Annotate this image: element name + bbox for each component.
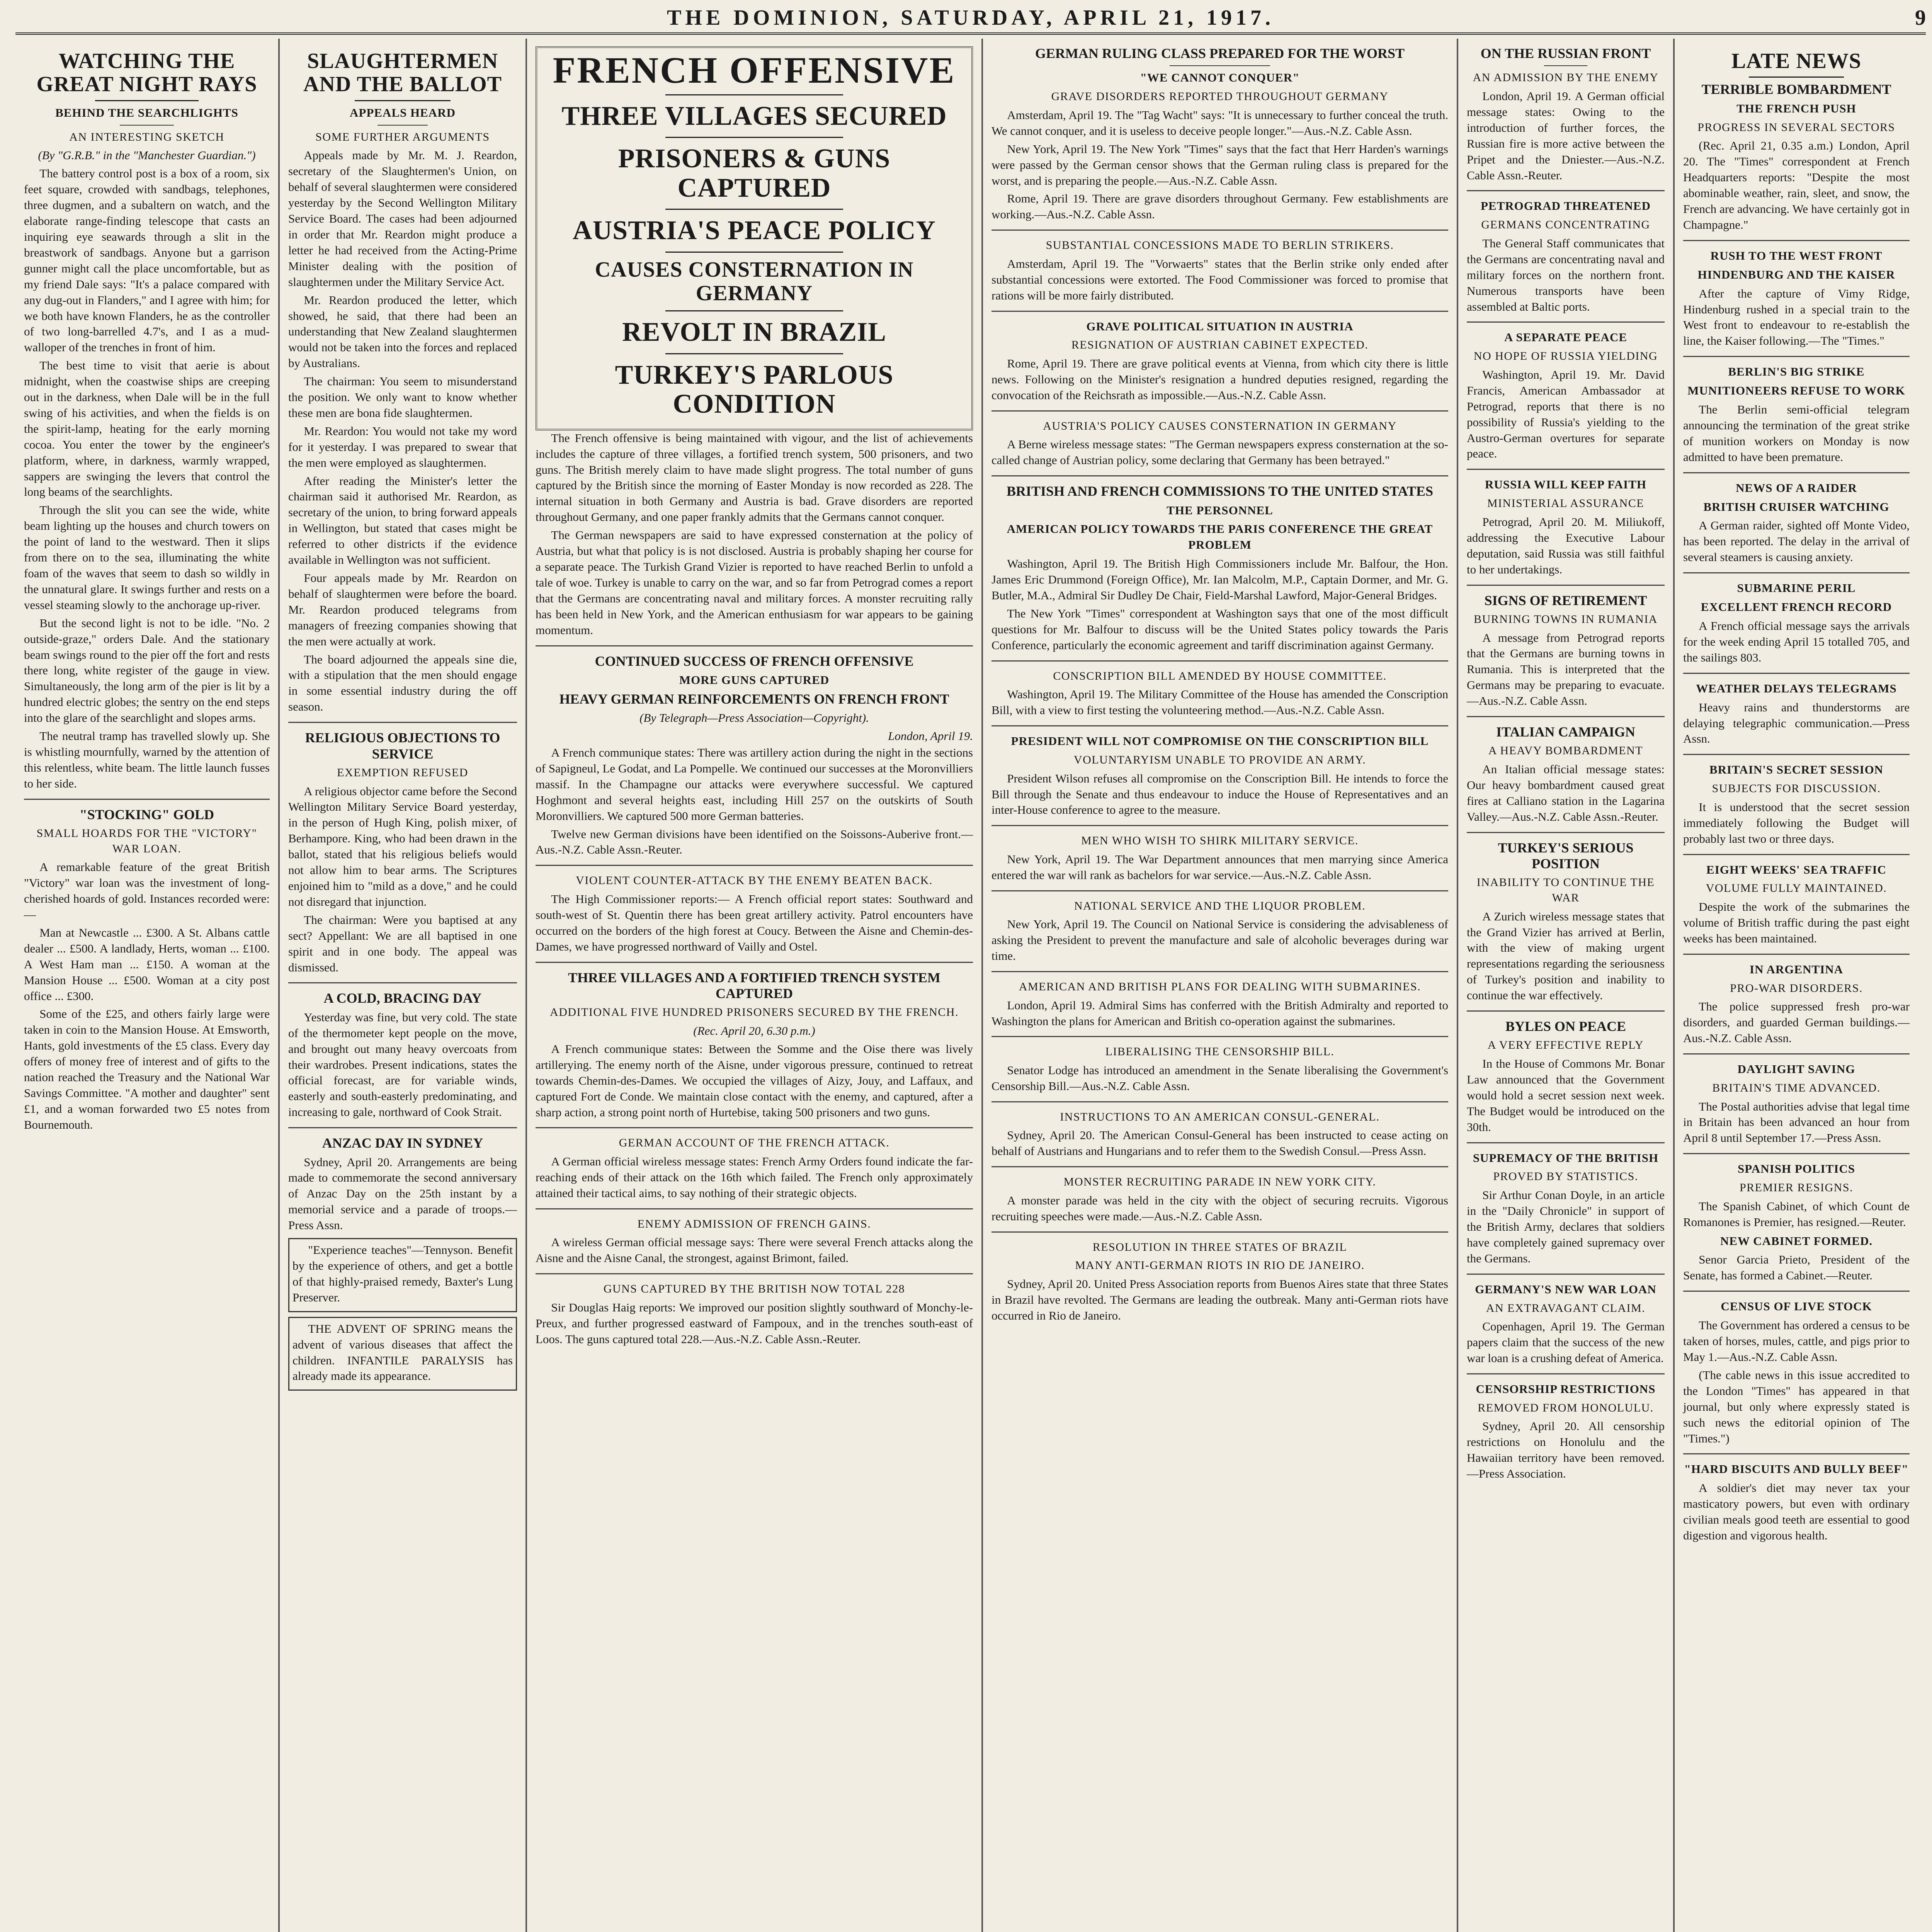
paragraph: President Wilson refuses all compromise on the Conscription Bill. He intends to force the Bill through the Senate and thus endeavour to induce the House of Representatives and an inter-House conference to agree to the measure. [992,771,1448,817]
paragraph: New York, April 19. The New York "Times" says that the fact that Herr Harden's warnings were passed by the German censor shows that the German ruling class is prepared for the worst, and is preparing the people.—Aus.-N.Z. Cable Assn. [992,142,1448,187]
paragraph: It is understood that the secret session immediately following the Budget will probably last two or three days. [1683,800,1910,845]
divider [1467,832,1665,833]
divider [665,252,843,253]
subheading: INABILITY TO CONTINUE THE WAR [1476,876,1655,905]
paragraph: Sir Arthur Conan Doyle, in an article in the "Daily Chronicle" in support of the British Army, declares that soldiers have completely gained supremacy over the Germans. [1467,1188,1665,1265]
headline: REVOLT IN BRAZIL [622,317,886,347]
divider [536,645,973,646]
divider [992,311,1448,312]
divider [288,1127,517,1128]
headline: A COLD, BRACING DAY [323,990,482,1006]
paragraph: Mr. Reardon: You would not take my word for it yesterday. I was prepared to swear that the men were employed as slaughtermen. [288,424,517,469]
masthead [15,5,1926,35]
paragraph: (Rec. April 21, 0.35 a.m.) London, April 20. The "Times" correspondent at French Headquarters reports: "Despite the most abominable weather, rain, sleet, and snow, the French are advancing. We have certainly got in Champagne." [1683,139,1910,231]
subheading: PRESIDENT WILL NOT COMPROMISE ON THE CONSCRIPTION BILL [1011,734,1429,748]
divider [1683,240,1910,241]
paragraph: In the House of Commons Mr. Bonar Law announced that the Government would hold a secret session next week. The Budget would be introduced on the 30th. [1467,1057,1665,1134]
byline: (By Telegraph—Press Association—Copyright). [639,711,869,725]
subheading: RESOLUTION IN THREE STATES OF BRAZIL [1092,1240,1347,1253]
divider [120,125,174,126]
paragraph: Some of the £25, and others fairly large were taken in coin to the Mansion House. At Emsworth, Hants, gold investments of the £5 class. Every day offers of money free of interest and of gifts to the nation reached the Treasury and the National War Savings Committee. "A mother and daughter" sent £1, and a woman forwarded two £5 notes from Bournemouth. [24,1007,270,1131]
headline: PRISONERS & GUNS CAPTURED [618,144,891,203]
subheading: MANY ANTI-GERMAN RIOTS IN RIO DE JANEIRO. [1075,1259,1365,1272]
paragraph: A French official message says the arrivals for the week ending April 15 totalled 705, and the sailings 803. [1683,619,1910,664]
subheading: CENSUS OF LIVE STOCK [1721,1299,1872,1313]
paragraph: A German raider, sighted off Monte Video, has been reported. The delay in the arrival of several steamers is causing anxiety. [1683,519,1910,564]
subheading: MONSTER RECRUITING PARADE IN NEW YORK CITY. [1063,1175,1376,1189]
subheading: VOLUNTARYISM UNABLE TO PROVIDE AN ARMY. [1073,753,1366,767]
paragraph: A wireless German official message says: There were several French attacks along the Aisne and the Aisne Canal, the strongest, against Brimont, failed. [536,1235,973,1265]
headline: "STOCKING" GOLD [79,806,214,822]
subheading: PROVED BY STATISTICS. [1493,1170,1638,1183]
divider [1683,1153,1910,1154]
paragraph: After reading the Minister's letter the chairman said it authorised Mr. Reardon, as secretary of the union, to bring forward appeals in Wellington, but stated that cases might be referred to other districts if the evidence available in Wellington was not sufficient. [288,474,517,567]
paragraph: Petrograd, April 20. M. Miliukoff, addressing the Executive Labour deputation, said Russia was still faithful to her undertakings. [1467,515,1665,576]
byline: (By "G.R.B." in the "Manchester Guardian.") [38,148,256,162]
subheading: SPANISH POLITICS [1738,1162,1855,1176]
page-number: 9 [1915,6,1926,30]
subheading: EXCELLENT FRENCH RECORD [1701,600,1892,614]
column-3 [526,39,981,1932]
subheading: VIOLENT COUNTER-ATTACK BY THE ENEMY BEATEN BACK. [576,874,933,887]
lead-headline: FRENCH OFFENSIVE [553,49,956,91]
divider [1467,716,1665,717]
advert-text: THE ADVENT OF SPRING means the advent of various diseases that affect the children. INFANTILE PARALYSIS has already made its appearance. [293,1321,513,1383]
editorial-note: (The cable news in this issue accredited to the London "Times" has appeared in that journal, but only where expressly stated is such news the editorial opinion of The "Times.") [1683,1368,1910,1445]
divider [1467,585,1665,586]
divider [536,1208,973,1209]
divider [1467,1274,1665,1275]
subheading: AMERICAN POLICY TOWARDS THE PARIS CONFERENCE THE GREAT PROBLEM [1007,522,1433,552]
paragraph: The chairman: You seem to misunderstand the position. We only want to know whether these men are bona fide slaughtermen. [288,374,517,420]
subheading: NEWS OF A RAIDER [1736,481,1857,495]
divider [992,971,1448,972]
divider [1683,1453,1910,1454]
subheading: ENEMY ADMISSION OF FRENCH GAINS. [637,1217,871,1230]
paragraph: Washington, April 19. The Military Committee of the House has amended the Conscription Bill, with a view to first testing the volunteering method.—Aus.-N.Z. Cable Assn. [992,687,1448,717]
subheading: "HARD BISCUITS AND BULLY BEEF" [1684,1462,1909,1476]
divider [1683,754,1910,755]
paragraph: Sydney, April 20. The American Consul-General has been instructed to cease acting on behalf of Austrians and Hungarians and to refer them to the Swedish Consul.—Press Assn. [992,1128,1448,1158]
paragraph: Appeals made by Mr. M. J. Reardon, secretary of the Slaughtermen's Union, on behalf of several slaughtermen were considered yesterday by the Second Wellington Military Service Board. The cases had been adjourned in order that Mr. Reardon might produce a letter he had received from the Acting-Prime Minister dealing with the position of slaughtermen under the Military Service Act. [288,148,517,289]
subheading: PREMIER RESIGNS. [1739,1181,1854,1194]
headline: BYLES ON PEACE [1505,1019,1626,1034]
divider [1683,854,1910,855]
subheading: "WE CANNOT CONQUER" [1140,71,1300,85]
divider [378,125,428,126]
paragraph: Senor Garcia Prieto, President of the Senate, has formed a Cabinet.—Reuter. [1683,1253,1910,1282]
subheading: SMALL HOARDS FOR THE "VICTORY" WAR LOAN. [36,827,257,855]
column-4 [981,39,1457,1932]
divider [1467,1142,1665,1143]
divider [24,799,270,800]
divider [1544,65,1588,66]
subheading: ADDITIONAL FIVE HUNDRED PRISONERS SECURED BY THE FRENCH. [550,1006,959,1019]
subheading: MINISTERIAL ASSURANCE [1487,497,1645,510]
divider [288,982,517,983]
column-5 [1457,39,1673,1932]
headline: THREE VILLAGES SECURED [561,101,947,131]
divider [992,1231,1448,1233]
paragraph: A religious objector came before the Second Wellington Military Service Board yesterday, in the person of Hugh King, polish mixer, of Berhampore. King, who had been drawn in the ballot, stated that his religious beliefs would not allow him to bear arms. The Scriptures enjoined him to "mild as a dove," and he could not disregard that injunction. [288,784,517,908]
paragraph: A message from Petrograd reports that the Germans are burning towns in Rumania. This is interpreted that the Germans may be preparing to evacuate.—Aus.-N.Z. Cable Assn. [1467,631,1665,708]
subheading: GERMAN ACCOUNT OF THE FRENCH ATTACK. [619,1136,890,1150]
subheading: GRAVE POLITICAL SITUATION IN AUSTRIA [1086,319,1354,333]
divider [1683,1053,1910,1054]
paragraph: The French offensive is being maintained with vigour, and the list of achievements includes the capture of three villages, a fortified trench system, 500 prisoners, and two guns. The British merely claim to have made slight progress. The total number of guns captured by the British since the morning of Easter Monday is now recorded as 228. The internal situation in both Germany and Austria is bad. Grave disorders are reported throughout Germany, and one paper frankly admits that the Germans cannot conquer. [536,431,973,524]
divider [1683,954,1910,955]
subheading: CONSCRIPTION BILL AMENDED BY HOUSE COMMITTEE. [1053,669,1387,682]
subheading: LIBERALISING THE CENSORSHIP BILL. [1105,1045,1335,1058]
divider [992,890,1448,891]
paragraph: The Spanish Cabinet, of which Count de Romanones is Premier, has resigned.—Reuter. [1683,1199,1910,1229]
divider [665,94,843,95]
advert-text: "Experience teaches"—Tennyson. Benefit by the experience of others, and get a bottle of that highly-praised remedy, Baxter's Lung Preserver. [293,1243,513,1304]
paragraph: After the capture of Vimy Ridge, Hindenburg rushed in a special train to the West front to endeavour to re-establish the line, the Kaiser following.—The "Times." [1683,286,1910,348]
divider [536,962,973,963]
paragraph: Yesterday was fine, but very cold. The state of the thermometer kept people on the move, and brought out many heavy overcoats from their wardrobes. Present indications, states the official forecast, are for variable winds, easterly and south-easterly predominating, and increasing to gale, northward of Cook Strait. [288,1010,517,1119]
divider [992,410,1448,412]
paragraph: Sydney, April 20. United Press Association reports from Buenos Aires state that three States in Brazil have revolted. The Germans are leading the outbreak. Many anti-German riots have occurred in Rio de Janeiro. [992,1277,1448,1322]
subheading: APPEALS HEARD [350,105,456,119]
subheading: SOME FURTHER ARGUMENTS [315,130,490,143]
paragraph: The Berlin semi-official telegram announcing the termination of the great strike of munition workers on Monday is now admitted to have been premature. [1683,403,1910,464]
subheading: AN ADMISSION BY THE ENEMY [1473,71,1659,84]
paragraph: Amsterdam, April 19. The "Tag Wacht" says: "It is unnecessary to further conceal the truth. We cannot conquer, and it is useless to deceive people longer."—Aus.-N.Z. Cable Assn. [992,108,1448,138]
divider [1467,1373,1665,1374]
paragraph: The neutral tramp has travelled slowly up. She is whistling mournfully, warned by the attention of this relentless, white beam. The little launch fusses to her side. [24,729,270,790]
paragraph: A German official wireless message states: French Army Orders found indicate the far-reaching ends of their attack on the 16th which failed. The French only approximately attained their tactical aims, to say nothing of their strategic objects. [536,1155,973,1200]
subheading: IN ARGENTINA [1750,962,1843,976]
headline: TURKEY'S PARLOUS CONDITION [615,360,894,419]
divider [665,353,843,354]
headline: CAUSES CONSTERNATION IN GERMANY [595,258,914,305]
subheading: A VERY EFFECTIVE REPLY [1487,1039,1644,1052]
page-columns [15,39,1926,1932]
divider [95,100,198,101]
headline: AUSTRIA'S PEACE POLICY [573,216,936,246]
paragraph: But the second light is not to be idle. "No. 2 outside-graze," orders Dale. And the stationary beam swings round to the pier off the fort and rests there long, white register of the gauge in view. Simultaneously, the long arm of the pier is lit by a hundred electric globes; the sentry on the end steps into the glare of the searchlight and slopes arms. [24,616,270,725]
headline: ITALIAN CAMPAIGN [1496,724,1635,740]
paragraph: A French communique states: Between the Somme and the Oise there was lively artillerying. The enemy north of the Aisne, under vigorous pressure, continued to retreat towards Chemin-des-Dames. We occupied the villages of Aizy, Jouy, and Laffaux, and captured Fort de Conde. We maintain close contact with the enemy, and captured, after a sharp action, a strong point north of Hurtebise, taking 500 prisoners and two guns. [536,1042,973,1119]
divider [665,137,843,138]
column-2 [278,39,526,1932]
paragraph: Washington, April 19. The British High Commissioners include Mr. Balfour, the Hon. James Eric Drummond (Foreign Office), Mr. Ian Malcolm, M.P., Captain Dormer, and Mr. G. Butler, M.A., Admiral Sir Dudley De Chair, Field-Marshal Lawford, Major-General Bridges. [992,557,1448,602]
subheading: DAYLIGHT SAVING [1737,1062,1855,1076]
paragraph: Sydney, April 20. Arrangements are being made to commemorate the second anniversary of Anzac Day on the 25th instant by a memorial service and a parade of troops.—Press Assn. [288,1155,517,1232]
headline: TURKEY'S SERIOUS POSITION [1498,840,1634,872]
paragraph: Rome, April 19. There are grave political events at Vienna, from which city there is little news. Following on the Minister's resignation a hundred deputies resigned, regarding the convocation of the Reichsrath as impossible.—Aus.-N.Z. Cable Assn. [992,357,1448,402]
divider [992,725,1448,726]
subheading: AUSTRIA'S POLICY CAUSES CONSTERNATION IN GERMANY [1043,419,1397,432]
divider [355,100,451,101]
headline: TERRIBLE BOMBARDMENT [1701,82,1891,97]
paragraph: Amsterdam, April 19. The "Vorwaerts" states that the Berlin strike only ended after substantial concessions were extorted. The Food Commissioner was forced to promise that rations will be more fairly distributed. [992,257,1448,302]
paragraph: The New York "Times" correspondent at Washington says that one of the most difficult questions for Mr. Balfour to discuss will be the United States policy towards the Paris Conference, particularly the economic agreement and tariff discrimination against Germany. [992,607,1448,652]
paragraph: Washington, April 19. Mr. David Francis, American Ambassador at Petrograd, reports that there is no possibility of Russia's yielding to the Austro-German overtures for separate peace. [1467,367,1665,461]
paragraph: Through the slit you can see the wide, white beam lighting up the houses and church towers on the point of land to the westward. Then it slips from there on to the sea, illuminating the white foam of the waves that seem to dash so wildly in the unnatural glare. It swings further and rests on a vessel steaming slowly to the anchorage up-river. [24,503,270,612]
headline: WATCHING THE GREAT NIGHT RAYS [36,49,257,97]
subheading: EIGHT WEEKS' SEA TRAFFIC [1706,862,1886,876]
column-6 [1673,39,1918,1932]
subheading: SUBJECTS FOR DISCUSSION. [1712,782,1881,795]
headline: RELIGIOUS OBJECTIONS TO SERVICE [305,730,500,762]
subheading: BRITAIN'S TIME ADVANCED. [1712,1081,1881,1094]
paragraph: Mr. Reardon produced the letter, which showed, he said, that there had been an understanding that New Zealand slaughtermen would not be taken into the forces and replaced by Australians. [288,293,517,370]
paragraph: The police suppressed fresh pro-war disorders, and guarded German buildings.—Aus.-N.Z. Cable Assn. [1683,1000,1910,1045]
subheading: AMERICAN AND BRITISH PLANS FOR DEALING WITH SUBMARINES. [1019,980,1421,993]
paragraph: Twelve new German divisions have been identified on the Soissons-Auberive front.—Aus.-N.Z. Cable Assn.-Reuter. [536,827,973,857]
headline: HEAVY GERMAN REINFORCEMENTS ON FRENCH FRONT [559,691,949,707]
subheading: BRITISH CRUISER WATCHING [1703,500,1889,514]
subheading: SUBMARINE PERIL [1737,581,1856,595]
subheading: VOLUME FULLY MAINTAINED. [1706,882,1887,895]
subheading: WEATHER DELAYS TELEGRAMS [1696,681,1897,695]
paragraph: New York, April 19. The War Department announces that men marrying since America entered the war will rank as bachelors for war service.—Aus.-N.Z. Cable Assn. [992,852,1448,882]
paragraph: A French communique states: There was artillery action during the night in the sections of Sapigneul, Le Godat, and La Pompelle. We continued our successes at the Moronvilliers massif. In the Champagne our attacks were everywhere successful. We captured Hoghmont and several heights east, including Hill 257 on the outskirts of South Moronvilliers. We captured 500 more German batteries. [536,746,973,823]
subheading: GERMANS CONCENTRATING [1481,218,1650,231]
subheading: BEHIND THE SEARCHLIGHTS [55,105,238,119]
paragraph: The chairman: Were you baptised at any sect? Appellant: We are all baptised in one spirit and in one body. The appeal was dismissed. [288,913,517,974]
paragraph: Despite the work of the submarines the volume of British traffic during the past eight weeks has been maintained. [1683,900,1910,945]
paragraph: The High Commissioner reports:— A French official report states: Southward and south-west of St. Quentin there has been great artillery activity. Patrol encounters have occurred on the borders of the high forest at Coucy. Between the Aisne and Chemin-des-Dames, we have progressed northward of Vailly and Ostel. [536,892,973,953]
divider [992,1101,1448,1102]
subheading: RUSH TO THE WEST FRONT [1710,248,1883,262]
subheading: SUPREMACY OF THE BRITISH [1473,1151,1659,1165]
dateline: (Rec. April 20, 6.30 p.m.) [693,1024,815,1037]
paragraph: A remarkable feature of the great British "Victory" war loan was the investment of long-cherished hoards of gold. Instances recorded were:— [24,860,270,921]
paragraph: Rome, April 19. There are grave disorders throughout Germany. Few establishments are working.—Aus.-N.Z. Cable Assn. [992,192,1448,221]
subheading: SUBSTANTIAL CONCESSIONS MADE TO BERLIN STRIKERS. [1046,239,1394,252]
paragraph: A Berne wireless message states: "The German newspapers express consternation at the so-called change of Austrian policy, some declaring that Germany has been betrayed." [992,437,1448,467]
subheading: BURNING TOWNS IN RUMANIA [1474,612,1658,626]
subheading: NO HOPE OF RUSSIA YIELDING [1473,350,1658,363]
subheading: AN INTERESTING SKETCH [69,130,224,143]
subheading: AN EXTRAVAGANT CLAIM. [1486,1301,1646,1315]
advertisement [288,1317,517,1391]
divider [1749,77,1844,78]
headline: THREE VILLAGES AND A FORTIFIED TRENCH SYSTEM CAPTURED [568,969,940,1001]
subheading: RESIGNATION OF AUSTRIAN CABINET EXPECTED. [1071,338,1369,352]
divider [536,865,973,866]
divider [992,1036,1448,1037]
subheading: THE FRENCH PUSH [1736,101,1856,115]
advertisement [288,1238,517,1312]
subheading: MORE GUNS CAPTURED [679,673,830,687]
paragraph: The battery control post is a box of a room, six feet square, crowded with sandbags, telephones, three dugmen, and a subaltern on watch, and the elaborate range-finding telescope that casts an inquiring eye seawards through a slit in the breastwork of sandbags. Anyone but a garrison gunner might call the place uncomfortable, but as my friend Dale says: "It's a palace compared with any dug-out in Flanders," and I agree with him; for we both have known Flanders, he as the controller of two long-barrelled 4.7's, and I as a mud-walloper of the trenches in front of him. [24,167,270,354]
subheading: PETROGRAD THREATENED [1481,199,1651,213]
paragraph: The General Staff communicates that the Germans are concentrating naval and military forces on the northern front. Numerous transports have been assembled at Baltic ports. [1467,236,1665,313]
divider [665,310,843,311]
headline: LATE NEWS [1731,49,1862,73]
divider [1683,572,1910,573]
divider [1467,469,1665,470]
paragraph: A monster parade was held in the city with the object of securing recruits. Vigorous recruiting speeches were made.—Aus.-N.Z. Cable Assn. [992,1193,1448,1223]
subheading: CENSORSHIP RESTRICTIONS [1476,1382,1656,1396]
subheading: HINDENBURG AND THE KAISER [1697,267,1895,281]
subheading: A HEAVY BOMBARDMENT [1488,744,1643,757]
subheading: PRO-WAR DISORDERS. [1730,981,1863,995]
paragraph: The Government has ordered a census to be taken of horses, mules, cattle, and pigs prior to May 1.—Aus.-N.Z. Cable Assn. [1683,1318,1910,1364]
subheading: NEW CABINET FORMED. [1720,1234,1873,1248]
paragraph: An Italian official message states: Our heavy bombardment caused great fires at Calliano station in the Lagarina Valley.—Aus.-N.Z. Cable Assn.-Reuter. [1467,762,1665,823]
paragraph: Sir Douglas Haig reports: We improved our position slightly southward of Monchy-le-Preux, and further progressed eastward of Fampoux, and in the trenches south-east of Loos. The guns captured total 228.—Aus.-N.Z. Cable Assn.-Reuter. [536,1300,973,1346]
headline: ANZAC DAY IN SYDNEY [322,1135,483,1151]
subheading: GUNS CAPTURED BY THE BRITISH NOW TOTAL 228 [603,1282,905,1296]
divider [992,660,1448,662]
subheading: RUSSIA WILL KEEP FAITH [1485,478,1646,492]
subheading: THE PERSONNEL [1167,503,1273,517]
paragraph: New York, April 19. The Council on National Service is considering the advisableness of asking the President to prevent the manufacture and sale of alcoholic beverages during war time. [992,917,1448,963]
subheading: PROGRESS IN SEVERAL SECTORS [1697,121,1895,134]
divider [1467,321,1665,323]
subheading: GERMANY'S NEW WAR LOAN [1475,1282,1656,1296]
divider [1467,190,1665,191]
headline: SIGNS OF RETIREMENT [1484,592,1647,608]
subheading: MEN WHO WISH TO SHIRK MILITARY SERVICE. [1081,834,1359,847]
subheading: NATIONAL SERVICE AND THE LIQUOR PROBLEM. [1074,899,1366,912]
paragraph: Heavy rains and thunderstorms are delaying telegraphic communication.—Press Assn. [1683,700,1910,746]
dateline: London, April 19. [888,729,973,743]
subheading: GRAVE DISORDERS REPORTED THROUGHOUT GERMANY [1051,90,1389,103]
divider [1467,1010,1665,1012]
subheading: MUNITIONEERS REFUSE TO WORK [1687,384,1905,398]
divider [992,825,1448,826]
paragraph: Sydney, April 20. All censorship restrictions on Honolulu and the Hawaiian territory have been removed.—Press Association. [1467,1419,1665,1481]
paragraph: The German newspapers are said to have expressed consternation at the policy of Austria, but what that policy is is not disclosed. Austria is probably shaping her course for a separate peace. The Turkish Grand Vizier is reported to have reached Berlin to unfold a tale of woe. Turkey is unable to carry on the war, and so far from Petrograd comes a report that the Germans are concentrating naval and military forces. A monster recruiting rally has been held in New York, and the American enthusiasm for war appears to be gaining momentum. [536,528,973,637]
paragraph: Senator Lodge has introduced an amendment in the Senate liberalising the Government's Censorship Bill.—Aus.-N.Z. Cable Assn. [992,1063,1448,1093]
headline: SLAUGHTERMEN AND THE BALLOT [303,49,502,97]
paragraph: A Zurich wireless message states that the Grand Vizier has arrived at Berlin, with the view of making urgent representations regarding the seriousness of Turkey's position and inability to continue the war effectively. [1467,909,1665,1002]
subheading: INSTRUCTIONS TO AN AMERICAN CONSUL-GENERAL. [1060,1110,1380,1123]
divider [1683,356,1910,357]
paragraph: Copenhagen, April 19. The German papers claim that the success of the new war loan is a crushing defeat of America. [1467,1320,1665,1365]
paragraph: The Postal authorities advise that legal time in Britain has been advanced an hour from April 8 until September 17.—Press Assn. [1683,1099,1910,1145]
divider [1683,1291,1910,1292]
paragraph: Man at Newcastle ... £300. A St. Albans cattle dealer ... £500. A landlady, Herts, woman ... £100. A West Ham man ... £150. A woman at the Mansion House ... £500. Woman at a city post office ... £300. [24,925,270,1003]
divider [536,1127,973,1128]
divider [992,1166,1448,1167]
divider [1170,65,1270,66]
divider [665,209,843,210]
paragraph: A soldier's diet may never tax your masticatory powers, but even with ordinary civilian meals good teeth are essential to good digestion and vigorous health. [1683,1481,1910,1543]
paragraph: London, April 19. Admiral Sims has conferred with the British Admiralty and reported to Washington the plans for American and British co-operation against the submarines. [992,998,1448,1028]
divider [536,1273,973,1274]
subheading: A SEPARATE PEACE [1504,330,1627,344]
headline: BRITISH AND FRENCH COMMISSIONS TO THE UNITED STATES [1007,483,1433,499]
headline: GERMAN RULING CLASS PREPARED FOR THE WORST [1035,46,1405,61]
subheading: BRITAIN'S SECRET SESSION [1709,763,1884,777]
divider [1683,472,1910,473]
masthead-title: THE DOMINION, SATURDAY, APRIL 21, 1917. [667,6,1274,30]
paragraph: The board adjourned the appeals sine die, with a stipulation that the men should engage in some essential industry during the off season. [288,652,517,714]
column-1 [15,39,278,1932]
headline: CONTINUED SUCCESS OF FRENCH OFFENSIVE [595,653,914,669]
paragraph: The best time to visit that aerie is about midnight, when the coastwise ships are creeping out in the darkness, when Dale will be in the full swing of his activities, and when the fields is on the spirit-lamp, heating for the early morning cocoa. You enter the tower by the engineer's platform, where, in darkness, warmly wrapped, sappers are swinging the levers that control the long beams of the searchlights. [24,359,270,499]
subheading: BERLIN'S BIG STRIKE [1728,365,1865,379]
paragraph: London, April 19. A German official message states: Owing to the introduction of further forces, the Russian fire is more active between the Pripet and the Dniester.—Aus.-N.Z. Cable Assn.-Reuter. [1467,89,1665,182]
divider [288,722,517,723]
subheading: EXEMPTION REFUSED [337,766,468,779]
divider [1683,673,1910,674]
subheading: REMOVED FROM HONOLULU. [1478,1401,1654,1414]
divider [992,230,1448,231]
divider [992,475,1448,476]
lead-headline-box [536,46,973,430]
paragraph: Four appeals made by Mr. Reardon on behalf of slaughtermen were before the board. Mr. Reardon produced telegrams from managers of freezing companies showing that the men were actually at work. [288,571,517,648]
headline: ON THE RUSSIAN FRONT [1480,46,1651,61]
